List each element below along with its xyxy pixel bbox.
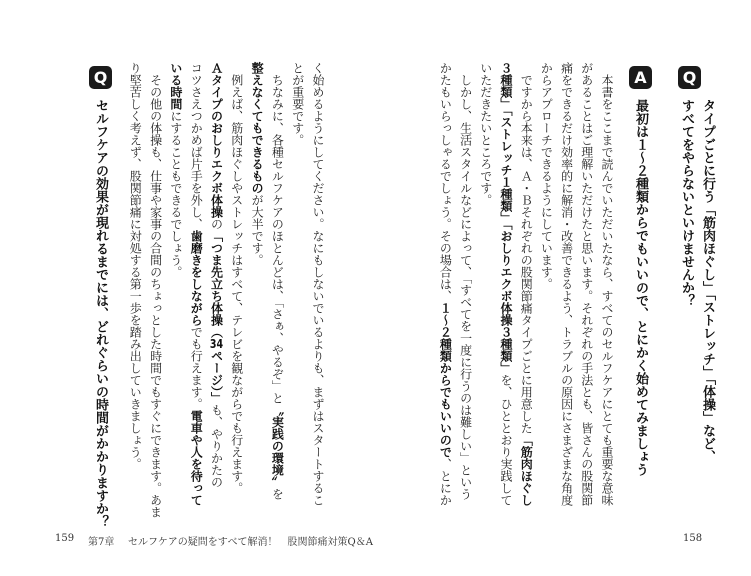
body-text: も、やりかたの [209, 404, 224, 488]
body-column [186, 62, 206, 506]
body-emphasis: いる時間 [168, 62, 183, 110]
body-column [557, 62, 577, 506]
body-emphasis: Ａタイプのおしりエクボ体操 [209, 62, 224, 218]
body-text: その他の体操も、仕事や家事の合間のちょっとした時間でもすぐにできます。あま [148, 62, 163, 518]
body-text: があることはご理解いただけたと思います。それぞれの手法とも、皆さんの股関節 [579, 62, 594, 506]
body-text: 痛をできるだけ効率的に解消・改善できるよう、トラブルの原因にさまざまな角度 [559, 62, 574, 506]
body-text: ちなみに、各種セルフケアのほとんどは、「さぁ、やるぞ」と [270, 62, 285, 404]
body-text: の [209, 218, 224, 230]
body-column [227, 62, 247, 494]
body-column [496, 62, 516, 506]
body-emphasis: １〜２種類からでもいいので [438, 302, 453, 458]
body-text: かたもいらっしゃるでしょう。その場合は、 [438, 62, 453, 302]
body-text: を、ひととおり実践して [499, 374, 513, 506]
body-text: が大半です。 [250, 194, 265, 266]
body-text: く始めるようにしてください。なにもしないでいるよりも、まずはスタートするこ [311, 62, 325, 506]
body-emphasis: 整えなくてもできるもの [250, 62, 265, 194]
body-column [125, 62, 145, 470]
body-emphasis: 「つま先立ち体操（ [209, 230, 224, 338]
body-column [247, 62, 267, 266]
body-emphasis: ページ）」 [209, 350, 224, 404]
question-badge: Q [678, 66, 701, 89]
body-column [476, 62, 496, 206]
body-emphasis: 電車や人を待って [189, 410, 204, 506]
page-number: 159 [55, 533, 75, 544]
body-column [207, 62, 227, 488]
body-column [288, 62, 308, 146]
body-column [536, 62, 556, 290]
running-head-title: セルフケアの疑問をすべて解消！ 股関節痛対策Q＆A [128, 537, 373, 548]
body-text: しかし、生活スタイルなどによって、「すべてを一度に行うのは難しい」という [458, 62, 473, 500]
body-text: とが重要です。 [290, 62, 305, 146]
question-badge: Q [89, 66, 112, 89]
answer-text: 最初は１〜２種類からでもいいので、とにかく始めてみましょう [633, 99, 648, 476]
body-column [456, 62, 476, 500]
body-text: 本書をここまで読んでいただいたなら、すべてのセルフケアにとても重要な意味 [600, 62, 614, 506]
body-text: にすることもできるでしょう。 [168, 110, 183, 278]
body-column [146, 62, 166, 518]
body-column [308, 62, 328, 506]
body-text: 例えば、筋肉ほぐしやストレッチはすべて、テレビを観ながらでも行えます。 [229, 62, 244, 494]
body-column [435, 62, 455, 506]
body-text: コツさえつかめば片手を外し、 [189, 62, 204, 230]
body-emphasis: 歯磨きをしながら [189, 230, 204, 326]
body-column [577, 62, 597, 506]
body-text: いただきたいところです。 [478, 62, 493, 206]
body-column [516, 62, 536, 506]
question-text: セルフケアの効果が現れるまでには、どれぐらいの時間がかかりますか？ [93, 99, 108, 528]
body-emphasis: 「筋肉ほぐし [519, 434, 534, 506]
answer-badge: A [629, 66, 652, 89]
body-column [267, 62, 287, 500]
body-emphasis: ３種類」「ストレッチ１種類」「おしりエクボ体操３種類」 [499, 62, 513, 374]
body-text: ですから本来は、Ａ・Ｂそれぞれの股関節痛タイプごとに用意した [519, 62, 534, 434]
page-number: 158 [683, 533, 703, 544]
body-text: を [270, 488, 285, 500]
body-text: からアプローチできるようにしています。 [539, 62, 554, 290]
running-head-chapter: 第7章 [88, 537, 115, 548]
question-text: すべてをやらないといけませんか？ [679, 99, 694, 307]
body-column [597, 62, 617, 506]
body-text: 、とにか [438, 458, 453, 506]
body-text: り堅苦しく考えず、股関節痛に対処する第一歩を踏み出していきましょう。 [128, 62, 143, 470]
body-emphasis: 34 [209, 338, 224, 350]
body-text: でも行えます。 [189, 326, 204, 410]
body-column [166, 62, 186, 278]
question-text: タイプごとに行う「筋肉ほぐし」「ストレッチ」「体操」など、 [700, 99, 715, 463]
body-emphasis: 〝実践の環境〟 [270, 404, 285, 488]
